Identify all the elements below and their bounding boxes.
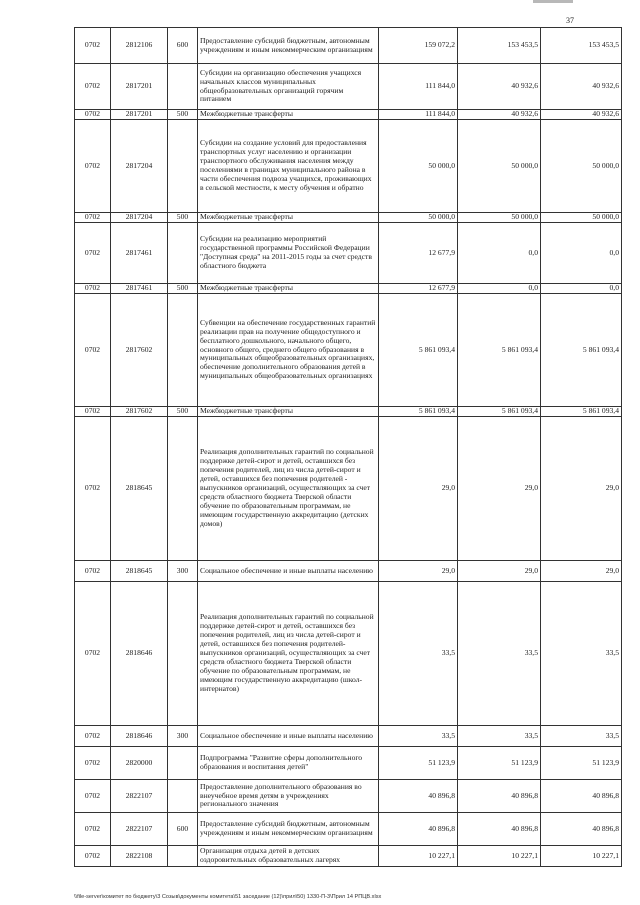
expense-type-cell bbox=[168, 120, 198, 213]
table-row bbox=[75, 223, 622, 284]
expense-type-cell: 500 bbox=[168, 213, 198, 223]
expense-type-cell: 600 bbox=[168, 28, 198, 64]
amount-year3-cell: 153 453,5 bbox=[541, 28, 622, 64]
item-name-cell: Организация отдыха детей в детских оздоровительных образовательных лагерях bbox=[198, 846, 379, 867]
expense-type-cell: 500 bbox=[168, 407, 198, 417]
expense-type-cell: 500 bbox=[168, 110, 198, 120]
amount-year1-cell: 33,5 bbox=[379, 726, 458, 747]
item-name-cell: Межбюджетные трансферты bbox=[198, 407, 379, 417]
target-article-cell: 2818646 bbox=[111, 582, 168, 726]
file-path-footer: \\file-server\комитет по бюджету\3 Созыв\документы комитета\51 заседание (12)\прил\50) 1330-П-3\Прил 14 РПЦВ.xlsx bbox=[74, 894, 382, 900]
amount-year1-cell: 12 677,9 bbox=[379, 284, 458, 294]
amount-year3-cell: 33,5 bbox=[541, 582, 622, 726]
section-code-cell: 0702 bbox=[75, 120, 111, 213]
amount-year1-cell: 111 844,0 bbox=[379, 110, 458, 120]
target-article-cell: 2817602 bbox=[111, 294, 168, 407]
amount-year2-cell: 33,5 bbox=[458, 726, 541, 747]
table-row bbox=[75, 294, 622, 407]
amount-year2-cell: 33,5 bbox=[458, 582, 541, 726]
page-number: 37 bbox=[566, 16, 574, 25]
amount-year2-cell: 50 000,0 bbox=[458, 120, 541, 213]
section-code-cell: 0702 bbox=[75, 846, 111, 867]
amount-year3-cell: 29,0 bbox=[541, 417, 622, 561]
amount-year3-cell: 5 861 093,4 bbox=[541, 294, 622, 407]
target-article-cell: 2822107 bbox=[111, 780, 168, 813]
table-row bbox=[75, 747, 622, 780]
section-code-cell: 0702 bbox=[75, 747, 111, 780]
target-article-cell: 2817204 bbox=[111, 120, 168, 213]
item-name-cell: Социальное обеспечение и иные выплаты населению bbox=[198, 726, 379, 747]
table-row bbox=[75, 110, 622, 120]
amount-year2-cell: 40 932,6 bbox=[458, 64, 541, 110]
table-row bbox=[75, 213, 622, 223]
amount-year2-cell: 40 896,8 bbox=[458, 813, 541, 846]
target-article-cell: 2820000 bbox=[111, 747, 168, 780]
table-row bbox=[75, 780, 622, 813]
amount-year2-cell: 5 861 093,4 bbox=[458, 407, 541, 417]
amount-year2-cell: 0,0 bbox=[458, 223, 541, 284]
amount-year1-cell: 33,5 bbox=[379, 582, 458, 726]
amount-year3-cell: 40 932,6 bbox=[541, 110, 622, 120]
section-code-cell: 0702 bbox=[75, 417, 111, 561]
amount-year2-cell: 29,0 bbox=[458, 417, 541, 561]
expense-type-cell bbox=[168, 780, 198, 813]
amount-year1-cell: 29,0 bbox=[379, 561, 458, 582]
section-code-cell: 0702 bbox=[75, 780, 111, 813]
amount-year3-cell: 40 896,8 bbox=[541, 780, 622, 813]
item-name-cell: Реализация дополнительных гарантий по социальной поддержке детей-сирот и детей, оставшихся без попечения родителей, лиц из числа детей-сирот и детей, оставшихся без попечения родителей - выпускников организаций, осуществляющих за счет средств областного бюджета Тверской области обучение по образовательным программам, не имеющим государственную аккредитацию (детских домов) bbox=[198, 417, 379, 561]
scan-top-mark bbox=[533, 0, 573, 3]
amount-year3-cell: 0,0 bbox=[541, 284, 622, 294]
amount-year3-cell: 5 861 093,4 bbox=[541, 407, 622, 417]
section-code-cell: 0702 bbox=[75, 582, 111, 726]
section-code-cell: 0702 bbox=[75, 110, 111, 120]
amount-year2-cell: 40 932,6 bbox=[458, 110, 541, 120]
expense-type-cell bbox=[168, 64, 198, 110]
target-article-cell: 2817602 bbox=[111, 407, 168, 417]
amount-year1-cell: 40 896,8 bbox=[379, 813, 458, 846]
expense-type-cell bbox=[168, 417, 198, 561]
amount-year1-cell: 12 677,9 bbox=[379, 223, 458, 284]
item-name-cell: Социальное обеспечение и иные выплаты населению bbox=[198, 561, 379, 582]
amount-year1-cell: 5 861 093,4 bbox=[379, 294, 458, 407]
amount-year1-cell: 111 844,0 bbox=[379, 64, 458, 110]
amount-year3-cell: 29,0 bbox=[541, 561, 622, 582]
section-code-cell: 0702 bbox=[75, 64, 111, 110]
amount-year2-cell: 5 861 093,4 bbox=[458, 294, 541, 407]
amount-year1-cell: 159 072,2 bbox=[379, 28, 458, 64]
item-name-cell: Предоставление субсидий бюджетным, автономным учреждениям и иным некоммерческим организациям bbox=[198, 28, 379, 64]
amount-year1-cell: 50 000,0 bbox=[379, 120, 458, 213]
table-row bbox=[75, 407, 622, 417]
amount-year3-cell: 10 227,1 bbox=[541, 846, 622, 867]
table-row bbox=[75, 284, 622, 294]
item-name-cell: Реализация дополнительных гарантий по социальной поддержке детей-сирот и детей, оставшихся без попечения родителей, лиц из числа детей-сирот и детей, оставшихся без попечения родителей- выпускников организаций, осуществляющих за счет средств областного бюджета Тверской области обучение по образовательным программам, не имеющим государственную аккредитацию (школ-интернатов) bbox=[198, 582, 379, 726]
table-row bbox=[75, 846, 622, 867]
amount-year3-cell: 0,0 bbox=[541, 223, 622, 284]
section-code-cell: 0702 bbox=[75, 223, 111, 284]
item-name-cell: Межбюджетные трансферты bbox=[198, 284, 379, 294]
item-name-cell: Предоставление дополнительного образования во внеучебное время детям в учреждениях регионального значения bbox=[198, 780, 379, 813]
amount-year3-cell: 51 123,9 bbox=[541, 747, 622, 780]
target-article-cell: 2818645 bbox=[111, 561, 168, 582]
target-article-cell: 2822107 bbox=[111, 813, 168, 846]
expense-type-cell bbox=[168, 223, 198, 284]
expense-type-cell: 600 bbox=[168, 813, 198, 846]
table-row bbox=[75, 561, 622, 582]
item-name-cell: Межбюджетные трансферты bbox=[198, 213, 379, 223]
budget-table-body bbox=[75, 28, 622, 867]
section-code-cell: 0702 bbox=[75, 407, 111, 417]
expense-type-cell bbox=[168, 294, 198, 407]
section-code-cell: 0702 bbox=[75, 561, 111, 582]
target-article-cell: 2817461 bbox=[111, 284, 168, 294]
expense-type-cell: 500 bbox=[168, 284, 198, 294]
target-article-cell: 2817461 bbox=[111, 223, 168, 284]
target-article-cell: 2817201 bbox=[111, 110, 168, 120]
item-name-cell: Субсидии на организацию обеспечения учащихся начальных классов муниципальных общеобразовательных организаций горячим питанием bbox=[198, 64, 379, 110]
target-article-cell: 2822108 bbox=[111, 846, 168, 867]
amount-year1-cell: 51 123,9 bbox=[379, 747, 458, 780]
section-code-cell: 0702 bbox=[75, 284, 111, 294]
target-article-cell: 2817201 bbox=[111, 64, 168, 110]
amount-year2-cell: 29,0 bbox=[458, 561, 541, 582]
expense-type-cell bbox=[168, 846, 198, 867]
amount-year3-cell: 33,5 bbox=[541, 726, 622, 747]
amount-year1-cell: 29,0 bbox=[379, 417, 458, 561]
expense-type-cell: 300 bbox=[168, 726, 198, 747]
table-row bbox=[75, 28, 622, 64]
table-row bbox=[75, 813, 622, 846]
item-name-cell: Субсидии на реализацию мероприятий государственной программы Российской Федерации "Доступная среда" на 2011-2015 годы за счет средств областного бюджета bbox=[198, 223, 379, 284]
amount-year1-cell: 10 227,1 bbox=[379, 846, 458, 867]
item-name-cell: Субсидии на создание условий для предоставления транспортных услуг населению и организации транспортного обслуживания населения между поселениями в границах муниципального района в части обеспечения подвоза учащихся, проживающих в сельской местности, к месту обучения и обратно bbox=[198, 120, 379, 213]
table-row bbox=[75, 120, 622, 213]
amount-year3-cell: 50 000,0 bbox=[541, 213, 622, 223]
amount-year2-cell: 153 453,5 bbox=[458, 28, 541, 64]
target-article-cell: 2817204 bbox=[111, 213, 168, 223]
section-code-cell: 0702 bbox=[75, 813, 111, 846]
amount-year3-cell: 40 932,6 bbox=[541, 64, 622, 110]
section-code-cell: 0702 bbox=[75, 213, 111, 223]
table-row bbox=[75, 582, 622, 726]
amount-year2-cell: 50 000,0 bbox=[458, 213, 541, 223]
budget-table bbox=[74, 27, 622, 867]
target-article-cell: 2812106 bbox=[111, 28, 168, 64]
expense-type-cell bbox=[168, 582, 198, 726]
amount-year2-cell: 51 123,9 bbox=[458, 747, 541, 780]
target-article-cell: 2818645 bbox=[111, 417, 168, 561]
item-name-cell: Предоставление субсидий бюджетным, автономным учреждениям и иным некоммерческим организациям bbox=[198, 813, 379, 846]
amount-year3-cell: 40 896,8 bbox=[541, 813, 622, 846]
item-name-cell: Субвенции на обеспечение государственных гарантий реализации прав на получение общедоступного и бесплатного дошкольного, начального общего, основного общего, среднего общего образования в муниципальных общеобразовательных организациях, обеспечение дополнительного образования детей в муниципальных общеобразовательных организациях bbox=[198, 294, 379, 407]
amount-year1-cell: 5 861 093,4 bbox=[379, 407, 458, 417]
table-row bbox=[75, 64, 622, 110]
section-code-cell: 0702 bbox=[75, 294, 111, 407]
amount-year2-cell: 0,0 bbox=[458, 284, 541, 294]
table-row bbox=[75, 417, 622, 561]
amount-year2-cell: 10 227,1 bbox=[458, 846, 541, 867]
section-code-cell: 0702 bbox=[75, 726, 111, 747]
amount-year1-cell: 50 000,0 bbox=[379, 213, 458, 223]
item-name-cell: Подпрограмма "Развитие сферы дополнительного образования и воспитания детей" bbox=[198, 747, 379, 780]
amount-year3-cell: 50 000,0 bbox=[541, 120, 622, 213]
section-code-cell: 0702 bbox=[75, 28, 111, 64]
amount-year1-cell: 40 896,8 bbox=[379, 780, 458, 813]
expense-type-cell bbox=[168, 747, 198, 780]
table-row bbox=[75, 726, 622, 747]
expense-type-cell: 300 bbox=[168, 561, 198, 582]
amount-year2-cell: 40 896,8 bbox=[458, 780, 541, 813]
item-name-cell: Межбюджетные трансферты bbox=[198, 110, 379, 120]
target-article-cell: 2818646 bbox=[111, 726, 168, 747]
